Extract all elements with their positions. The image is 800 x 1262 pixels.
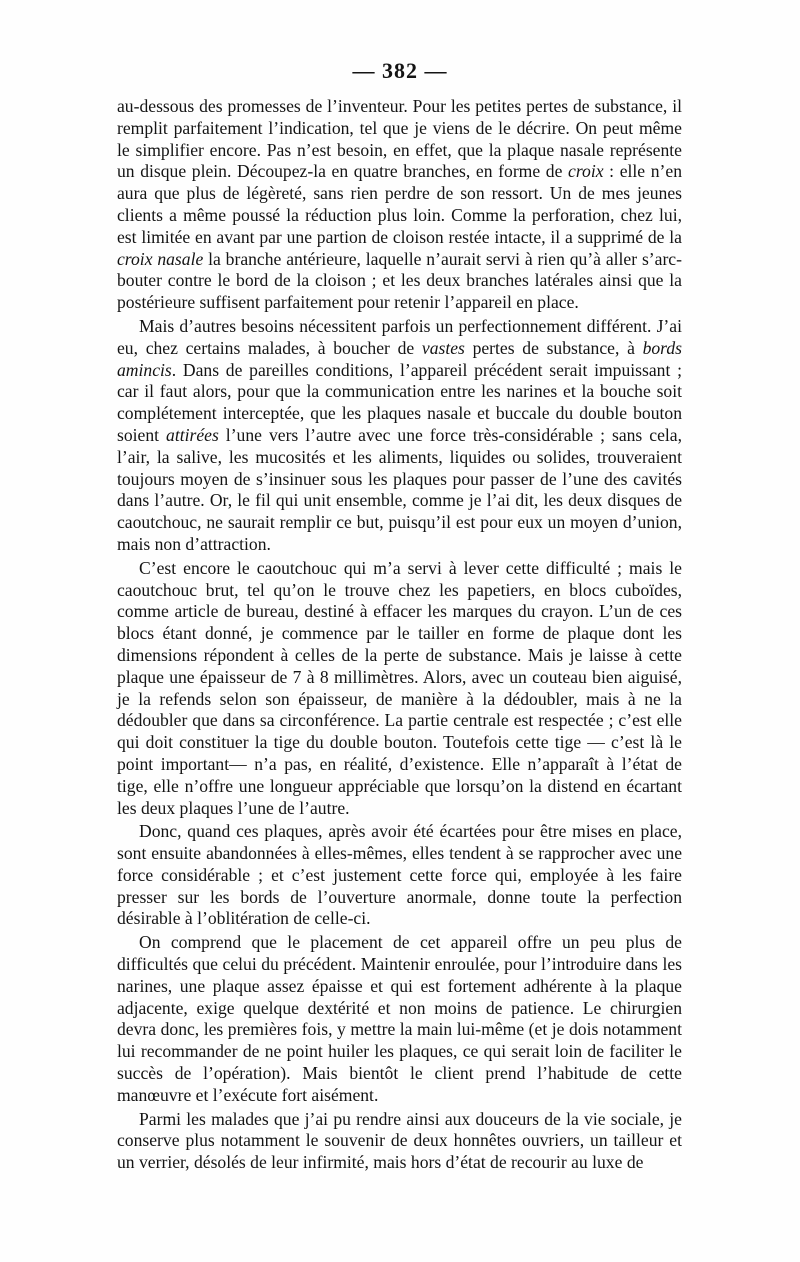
text-run: l’une vers l’autre avec une force très-considérable ; sans cela, l’air, la salive, les mucosités et les aliments, liquides ou solides, trouveraient toujours moyen de s’insinuer sous les plaques pour passer de l’une des cavités dans l’autre. Or, le fil qui unit ensemble, comme je l’ai dit, les deux disques de caoutchouc, ne saurait remplir ce but, puisqu’il est pour eux un moyen d’union, mais non d’attraction. [117,424,682,554]
text-run: pertes de substance, à [464,337,643,358]
text-run: au-dessous des promesses de l’inventeur. Pour les petites pertes de substance, il remplit parfaitement l’indication, tel que je viens de le décrire. On peut même le simplifier encore. Pas n’est besoin, en effet, que la plaque nasale représente un disque plein. Découpez-la en quatre branches, en forme de [117,96,682,182]
text-run: Mais d’autres besoins nécessitent parfois un perfectionnement différent. J’ai eu, chez certains malades, à boucher de [117,315,682,358]
text-run: Donc, quand ces plaques, après avoir été écartées pour être mises en place, sont ensuite abandonnées à elles-mêmes, elles tendent à se rapprocher avec une force considérable ; et c’est justement cette force qui, employée à les faire presser sur les bords de l’ouverture anormale, donne toute la perfection désirable à l’oblitération de celle-ci. [117,821,682,929]
paragraph [117,1109,682,1174]
italic-text: croix nasale [117,248,204,269]
page-number: — 382 — [352,58,448,83]
paragraph [117,558,682,820]
paragraph [117,96,682,314]
paragraph [117,932,682,1106]
text-run: C’est encore le caoutchouc qui m’a servi à lever cette difficulté ; mais le caoutchouc brut, tel qu’on le trouve chez les papetiers, en blocs cuboïdes, comme article de bureau, destiné à effacer les marques du crayon. L’un de ces blocs étant donné, je commence par le tailler en forme de plaque dont les dimensions répondent à celles de la perte de substance. Mais je laisse à cette plaque une épaisseur de 7 à 8 millimètres. Alors, avec un couteau bien aiguisé, je la refends selon son épaisseur, de manière à la dédoubler, mais à ne la dédoubler que dans sa circonférence. La partie centrale est respectée ; c’est elle qui doit constituer la tige du double bouton. Toutefois cette tige — c’est là le point important— n’a pas, en réalité, d’existence. Elle n’apparaît à l’état de tige, elle n’offre une longueur appréciable que lorsqu’on la distend en écartant les deux plaques l’une de l’autre. [117,557,682,818]
text-run: la branche antérieure, laquelle n’aurait servi à rien qu’à aller s’arc-bouter contre le bord de la cloison ; et les deux branches latérales ainsi que la postérieure suffisent parfaitement pour retenir l’appareil en place. [117,248,682,313]
text-run: . Dans de pareilles conditions, l’appareil précédent serait impuissant ; car il faut alors, pour que la communication entre les narines et la bouche soit complétement interceptée, que les plaques nasale et buccale du double bouton soient [117,359,682,445]
text-run: Parmi les malades que j’ai pu rendre ainsi aux douceurs de la vie sociale, je conserve plus notamment le souvenir de deux honnêtes ouvriers, un tailleur et un verrier, désolés de leur infirmité, mais hors d’état de recourir au luxe de [117,1108,682,1173]
italic-text: vastes [421,337,465,358]
italic-text: bords amincis [117,337,682,380]
italic-text: attirées [166,424,219,445]
paragraph [117,821,682,930]
text-run: On comprend que le placement de cet appareil offre un peu plus de difficultés que celui du précédent. Maintenir enroulée, pour l’introduire dans les narines, une plaque assez épaisse et qui est fortement adhérente à la plaque adjacente, exige quelque dextérité et non moins de patience. Le chirurgien devra donc, les premières fois, y mettre la main lui-même (et je dois notamment lui recommander de ne point huiler les plaques, ce qui serait loin de faciliter le succès de l’opération). Mais bientôt le client prend l’habitude de cette manœuvre et l’exécute fort aisément. [117,932,682,1105]
text-run: : elle n’en aura que plus de légèreté, sans rien perdre de son ressort. Un de mes jeunes clients a même poussé la réduction plus loin. Comme la perforation, chez lui, est limitée en avant par une partion de cloison restée intacte, il a supprimé de la [117,161,682,247]
paragraph [117,316,682,556]
body-text [117,96,682,1174]
italic-text: croix [568,161,604,182]
